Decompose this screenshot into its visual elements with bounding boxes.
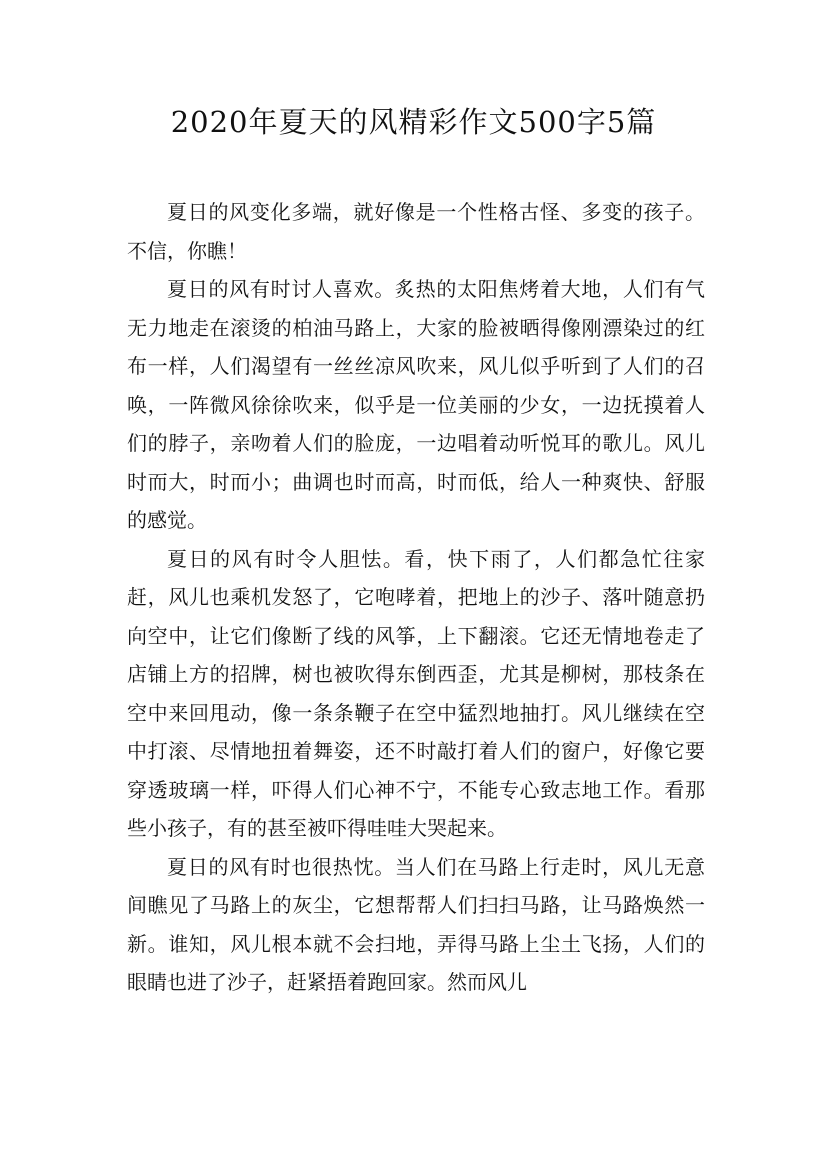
paragraph-1: 夏日的风变化多端，就好像是一个性格古怪、多变的孩子。不信，你瞧！ [127, 200, 705, 263]
document-title: 2020年夏天的风精彩作文500字5篇 [170, 105, 657, 139]
paragraph-2: 夏日的风有时讨人喜欢。炙热的太阳焦烤着大地，人们有气无力地走在滚烫的柏油马路上，大家的脸被晒得像刚漂染过的红布一样，人们渴望有一丝丝凉风吹来，风儿似乎听到了人们的召唤，一阵微风徐徐吹来，似乎是一位美丽的少女，一边抚摸着人们的脖子，亲吻着人们的脸庞，一边唱着动听悦耳的歌儿。风儿时而大，时而小；曲调也时而高，时而低，给人一种爽快、舒服的感觉。 [127, 277, 705, 532]
paragraph-4: 夏日的风有时也很热忱。当人们在马路上行走时，风儿无意间瞧见了马路上的灰尘，它想帮帮人们扫扫马路，让马路焕然一新。谁知，风儿根本就不会扫地，弄得马路上尘土飞扬，人们的眼睛也进了沙子，赶紧捂着跑回家。然而风儿 [127, 854, 705, 994]
paragraph-3: 夏日的风有时令人胆怯。看，快下雨了，人们都急忙往家赶，风儿也乘机发怒了，它咆哮着，把地上的沙子、落叶随意扔向空中，让它们像断了线的风筝，上下翻滚。它还无情地卷走了店铺上方的招牌，树也被吹得东倒西歪，尤其是柳树，那枝条在空中来回甩动，像一条条鞭子在空中猛烈地抽打。风儿继续在空中打滚、尽情地扭着舞姿，还不时敲打着人们的窗户，好像它要穿透玻璃一样，吓得人们心神不宁，不能专心致志地工作。看那些小孩子，有的甚至被吓得哇哇大哭起来。 [127, 546, 705, 840]
document-body [127, 193, 705, 1002]
